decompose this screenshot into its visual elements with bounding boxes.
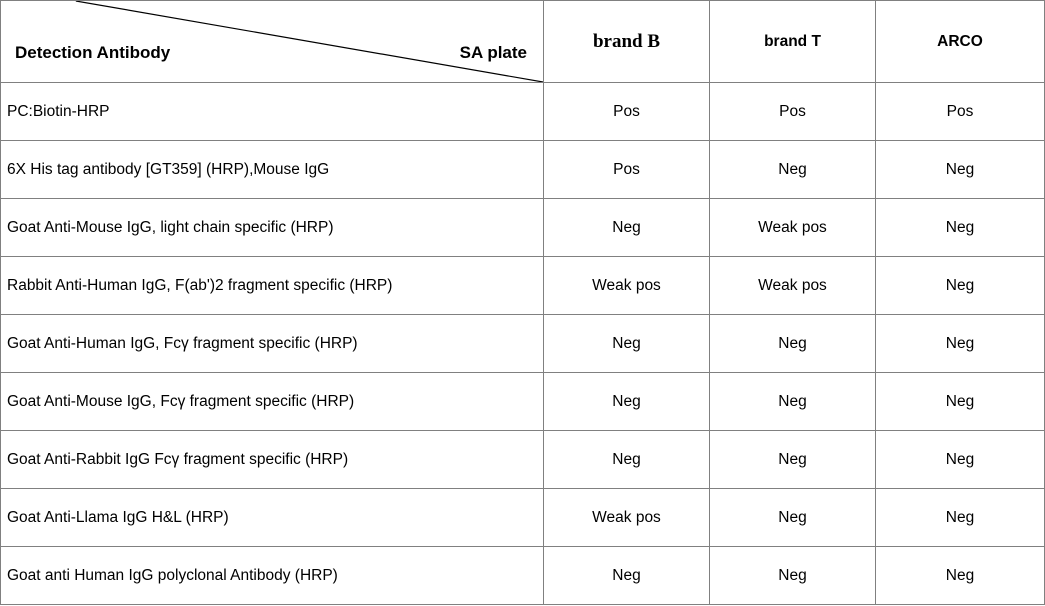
result-value: Weak pos <box>710 257 876 315</box>
corner-column-label: SA plate <box>459 43 527 62</box>
result-value: Neg <box>544 547 710 605</box>
table-row <box>1 431 1045 489</box>
diagonal-divider-icon <box>1 1 543 82</box>
result-value: Neg <box>710 547 876 605</box>
antibody-name: Goat anti Human IgG polyclonal Antibody (HRP) <box>1 547 544 605</box>
table-row <box>1 199 1045 257</box>
table-row <box>1 141 1045 199</box>
antibody-name: Goat Anti-Llama IgG H&L (HRP) <box>1 489 544 547</box>
table-row <box>1 315 1045 373</box>
result-value: Neg <box>544 431 710 489</box>
result-value: Weak pos <box>544 489 710 547</box>
result-value: Neg <box>710 315 876 373</box>
result-value: Neg <box>544 199 710 257</box>
result-value: Neg <box>876 257 1045 315</box>
corner-header-cell <box>1 1 544 83</box>
antibody-name: Goat Anti-Mouse IgG, Fcγ fragment specific (HRP) <box>1 373 544 431</box>
result-value: Neg <box>876 315 1045 373</box>
table-row <box>1 257 1045 315</box>
result-value: Neg <box>544 373 710 431</box>
table-row <box>1 83 1045 141</box>
column-header-brand-b: brand B <box>544 1 710 83</box>
table-row <box>1 547 1045 605</box>
result-value: Neg <box>710 373 876 431</box>
result-value: Neg <box>710 431 876 489</box>
result-value: Neg <box>544 315 710 373</box>
result-value: Weak pos <box>710 199 876 257</box>
table-header-row <box>1 1 1045 83</box>
antibody-name: Rabbit Anti-Human IgG, F(ab')2 fragment specific (HRP) <box>1 257 544 315</box>
antibody-name: Goat Anti-Mouse IgG, light chain specific (HRP) <box>1 199 544 257</box>
column-header-arco: ARCO <box>876 1 1045 83</box>
result-value: Pos <box>544 141 710 199</box>
table-row <box>1 373 1045 431</box>
result-value: Neg <box>876 141 1045 199</box>
antibody-name: Goat Anti-Rabbit IgG Fcγ fragment specific (HRP) <box>1 431 544 489</box>
result-value: Pos <box>544 83 710 141</box>
result-value: Weak pos <box>544 257 710 315</box>
corner-row-label: Detection Antibody <box>15 43 171 62</box>
antibody-name: PC:Biotin-HRP <box>1 83 544 141</box>
table-row <box>1 489 1045 547</box>
result-value: Neg <box>710 141 876 199</box>
result-value: Neg <box>876 199 1045 257</box>
result-value: Pos <box>876 83 1045 141</box>
result-value: Neg <box>710 489 876 547</box>
result-value: Neg <box>876 547 1045 605</box>
result-value: Neg <box>876 373 1045 431</box>
result-value: Neg <box>876 431 1045 489</box>
result-value: Pos <box>710 83 876 141</box>
column-header-brand-t: brand T <box>710 1 876 83</box>
antibody-name: Goat Anti-Human IgG, Fcγ fragment specific (HRP) <box>1 315 544 373</box>
antibody-name: 6X His tag antibody [GT359] (HRP),Mouse IgG <box>1 141 544 199</box>
result-value: Neg <box>876 489 1045 547</box>
